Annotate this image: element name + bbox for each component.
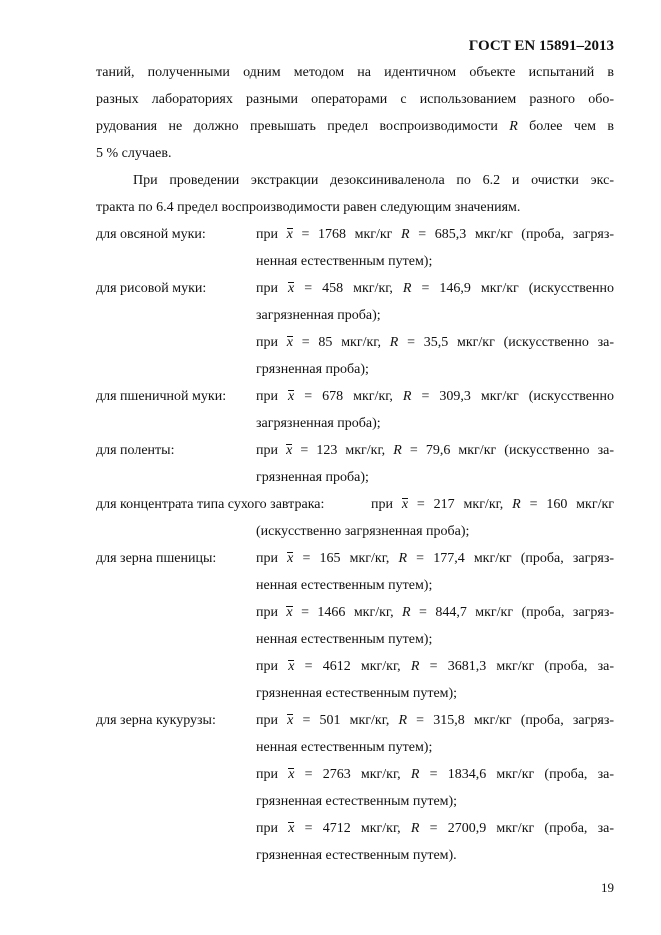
value-line: при x = 2763 мкг/кг, R = 1834,6 мкг/кг (проба, за- — [256, 767, 615, 782]
value-line-continuation: загрязненная проба); — [256, 308, 381, 323]
product-label: для рисовой муки: — [96, 281, 207, 296]
text-line: таний, полученными одним методом на идентичном объекте испытаний в — [96, 65, 614, 80]
value-line: при x = 85 мкг/кг, R = 35,5 мкг/кг (искусственно за- — [256, 335, 615, 350]
value-line: при x = 4612 мкг/кг, R = 3681,3 мкг/кг (проба, за- — [256, 659, 615, 674]
value-line: при x = 1466 мкг/кг, R = 844,7 мкг/кг (проба, загряз- — [256, 605, 615, 620]
value-line: при x = 217 мкг/кг, R = 160 мкг/кг — [371, 497, 615, 512]
page-number: 19 — [601, 880, 614, 895]
value-line: при x = 458 мкг/кг, R = 146,9 мкг/кг (искусственно — [256, 281, 615, 296]
text-line: разных лабораториях разными операторами с использованием разного обо- — [96, 92, 614, 107]
value-line-continuation: ненная естественным путем); — [256, 578, 433, 593]
value-line: при x = 1768 мкг/кг R = 685,3 мкг/кг (проба, загряз- — [256, 227, 615, 242]
value-line-continuation: грязненная проба); — [256, 470, 369, 485]
value-line: при x = 678 мкг/кг, R = 309,3 мкг/кг (искусственно — [256, 389, 615, 404]
text-line: тракта по 6.4 предел воспроизводимости равен следующим значениям. — [96, 200, 521, 215]
product-label: для зерна пшеницы: — [96, 551, 217, 566]
value-line: при x = 123 мкг/кг, R = 79,6 мкг/кг (искусственно за- — [256, 443, 615, 458]
value-line-continuation: грязненная естественным путем); — [256, 686, 458, 701]
value-line-continuation: грязненная проба); — [256, 362, 369, 377]
mean-symbol: x — [288, 767, 295, 782]
product-label: для поленты: — [96, 443, 175, 458]
value-line: при x = 4712 мкг/кг, R = 2700,9 мкг/кг (проба, за- — [256, 821, 615, 836]
value-line-continuation: ненная естественным путем); — [256, 254, 433, 269]
product-label: для пшеничной муки: — [96, 389, 227, 404]
value-line-continuation: ненная естественным путем); — [256, 632, 433, 647]
mean-symbol: x — [287, 551, 294, 566]
mean-symbol: x — [288, 389, 295, 404]
value-line-continuation: грязненная естественным путем); — [256, 794, 458, 809]
mean-symbol: x — [286, 605, 293, 620]
document-code: ГОСТ EN 15891–2013 — [468, 38, 614, 54]
value-line: при x = 165 мкг/кг, R = 177,4 мкг/кг (проба, загряз- — [256, 551, 615, 566]
product-label: для овсяной муки: — [96, 227, 206, 242]
mean-symbol: x — [286, 443, 293, 458]
product-label: для зерна кукурузы: — [96, 713, 216, 728]
mean-symbol: x — [288, 281, 295, 296]
value-line-continuation: ненная естественным путем); — [256, 740, 433, 755]
value-line-continuation: грязненная естественным путем). — [256, 848, 457, 863]
mean-symbol: x — [286, 335, 293, 350]
text-line: рудования не должно превышать предел воспроизводимости R более чем в — [96, 119, 615, 134]
mean-symbol: x — [288, 659, 295, 674]
value-line-continuation: (искусственно загрязненная проба); — [256, 524, 470, 539]
product-label: для концентрата типа сухого завтрака: — [96, 497, 325, 512]
mean-symbol: x — [401, 497, 409, 512]
mean-symbol: x — [286, 227, 293, 242]
value-line-continuation: загрязненная проба); — [256, 416, 381, 431]
text-line: При проведении экстракции дезоксиниваленола по 6.2 и очистки экс- — [133, 173, 614, 188]
mean-symbol: x — [288, 821, 295, 836]
value-line: при x = 501 мкг/кг, R = 315,8 мкг/кг (проба, загряз- — [256, 713, 615, 728]
text-line: 5 % случаев. — [96, 146, 172, 161]
mean-symbol: x — [287, 713, 294, 728]
